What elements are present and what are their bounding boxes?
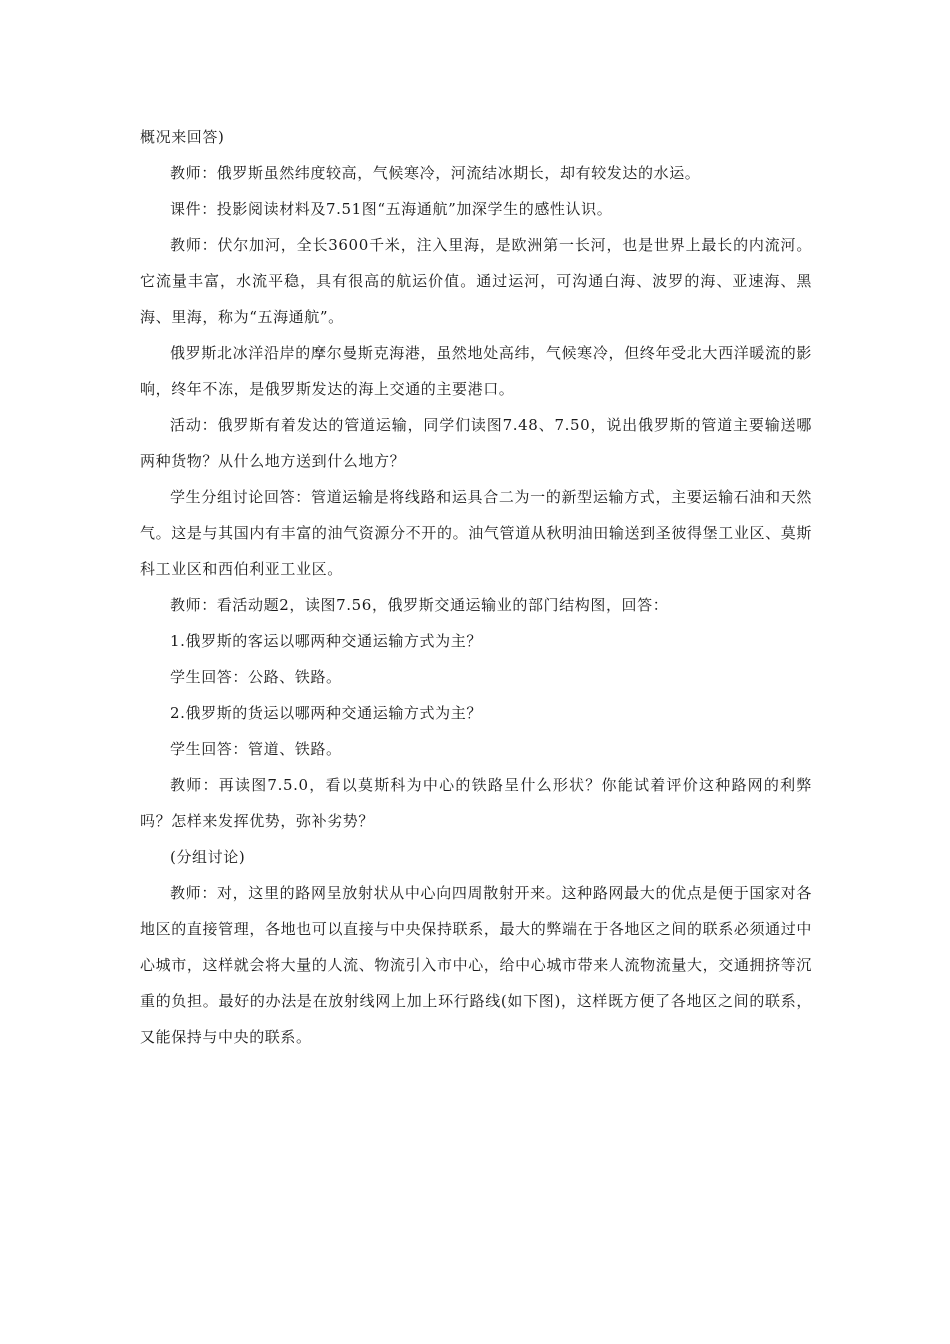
paragraph-10: 学生回答：公路、铁路。 bbox=[170, 668, 342, 686]
paragraph-7: 学生分组讨论回答：管道运输是将线路和运具合二为一的新型运输方式，主要运输石油和天然气。这是与其国内有丰富的油气资源分不开的。油气管道从秋明油田输送到圣彼得堡工业区、莫斯科工业区和西伯利亚工业区。 bbox=[140, 488, 812, 578]
paragraph-13: 教师：再读图7.5.0，看以莫斯科为中心的铁路呈什么形状？你能试着评价这种路网的利弊吗？怎样来发挥优势，弥补劣势？ bbox=[140, 776, 812, 830]
paragraph-8: 教师：看活动题2，读图7.56，俄罗斯交通运输业的部门结构图，回答： bbox=[170, 596, 669, 614]
paragraph-1: 概况来回答) bbox=[140, 128, 225, 146]
paragraph-14: (分组讨论) bbox=[170, 848, 246, 866]
paragraph-11: 2.俄罗斯的货运以哪两种交通运输方式为主？ bbox=[170, 704, 482, 722]
paragraph-9: 1.俄罗斯的客运以哪两种交通运输方式为主？ bbox=[170, 632, 482, 650]
paragraph-3: 课件：投影阅读材料及7.51图“五海通航”加深学生的感性认识。 bbox=[170, 200, 613, 218]
paragraph-6: 活动：俄罗斯有着发达的管道运输，同学们读图7.48、7.50，说出俄罗斯的管道主要输送哪两种货物？从什么地方送到什么地方？ bbox=[140, 416, 812, 470]
paragraph-5: 俄罗斯北冰洋沿岸的摩尔曼斯克海港，虽然地处高纬，气候寒冷，但终年受北大西洋暖流的影响，终年不冻，是俄罗斯发达的海上交通的主要港口。 bbox=[140, 344, 812, 398]
paragraph-12: 学生回答：管道、铁路。 bbox=[170, 740, 342, 758]
paragraph-4: 教师：伏尔加河，全长3600千米，注入里海，是欧洲第一长河，也是世界上最长的内流河。它流量丰富，水流平稳，具有很高的航运价值。通过运河，可沟通白海、波罗的海、亚速海、黑海、里海，称为“五海通航”。 bbox=[140, 236, 812, 326]
document-body bbox=[140, 119, 812, 1055]
paragraph-2: 教师：俄罗斯虽然纬度较高，气候寒冷，河流结冰期长，却有较发达的水运。 bbox=[170, 164, 701, 182]
paragraph-15: 教师：对，这里的路网呈放射状从中心向四周散射开来。这种路网最大的优点是便于国家对各地区的直接管理，各地也可以直接与中央保持联系，最大的弊端在于各地区之间的联系必须通过中心城市，这样就会将大量的人流、物流引入市中心，给中心城市带来人流物流量大，交通拥挤等沉重的负担。最好的办法是在放射线网上加上环行路线(如下图)，这样既方便了各地区之间的联系，又能保持与中央的联系。 bbox=[140, 884, 812, 1046]
